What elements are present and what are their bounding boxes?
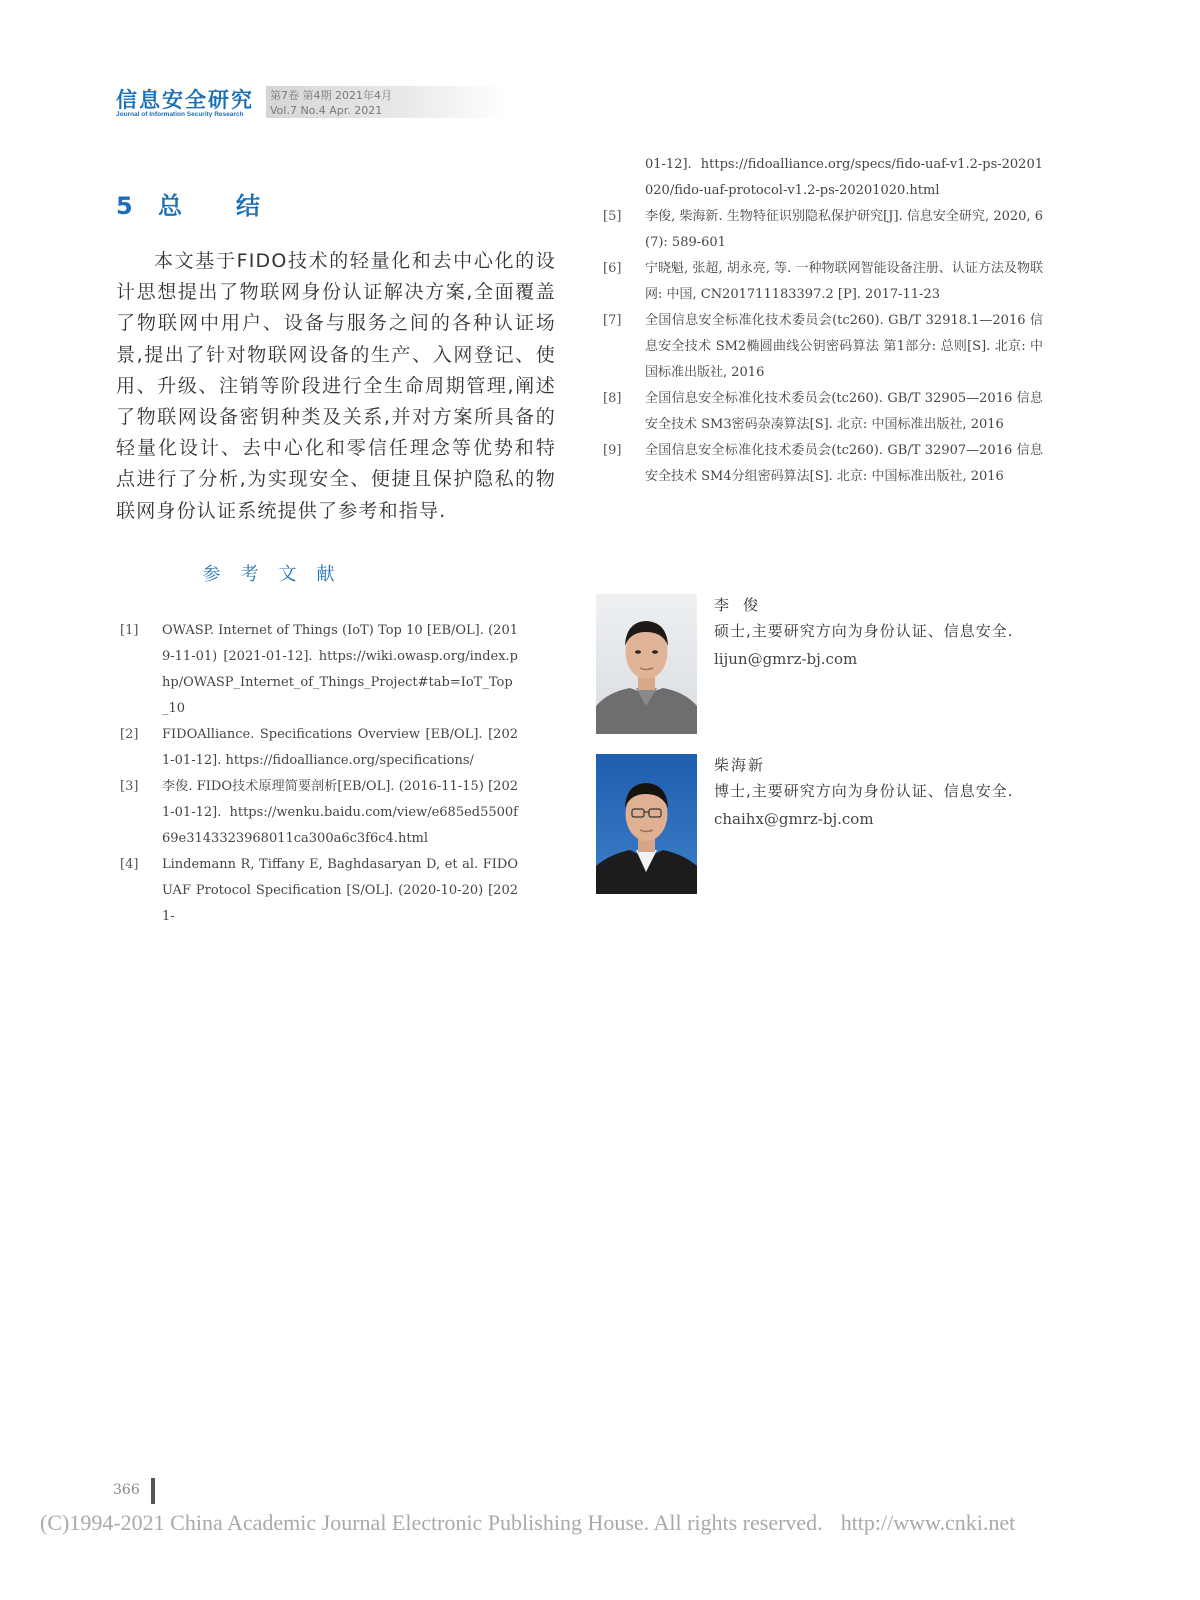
reference-text: 李俊, 柴海新. 生物特征识别隐私保护研究[J]. 信息安全研究, 2020, 6(7): 589-601 <box>645 209 1043 250</box>
reference-text: 全国信息安全标准化技术委员会(tc260). GB/T 32918.1—2016 信息安全技术 SM2椭圆曲线公钥密码算法 第1部分: 总则[S]. 北京: 中国标准出版社, 2016 <box>645 313 1043 380</box>
reference-item <box>603 256 1043 308</box>
reference-item-continued <box>603 152 1043 204</box>
author-photo <box>596 754 697 894</box>
reference-item <box>120 774 518 852</box>
reference-number: [9] <box>603 443 622 458</box>
reference-number: [3] <box>120 779 139 794</box>
author-email: chaihx@gmrz-bj.com <box>714 810 874 828</box>
reference-item <box>120 852 518 930</box>
issue-info-en: Vol.7 No.4 Apr. 2021 <box>270 104 383 117</box>
author-name: 李俊 <box>714 596 773 614</box>
reference-number: [1] <box>120 623 139 638</box>
issue-info <box>266 86 508 118</box>
reference-text: 宁晓魁, 张超, 胡永亮, 等. 一种物联网智能设备注册、认证方法及物联网: 中国, CN201711183397.2 [P]. 2017-11-23 <box>645 261 1043 302</box>
issue-info-cn: 第7卷 第4期 2021年4月 <box>270 89 392 102</box>
reference-item <box>120 722 518 774</box>
reference-item <box>603 308 1043 386</box>
journal-header <box>116 84 508 124</box>
reference-number: [8] <box>603 391 622 406</box>
author-name: 柴海新 <box>714 756 766 774</box>
reference-text: 01-12]. https://fidoalliance.org/specs/fido-uaf-v1.2-ps-20201020/fido-uaf-protocol-v1.2-ps-20201020.html <box>645 157 1043 198</box>
page-number-divider <box>151 1478 155 1504</box>
section-heading <box>116 186 314 221</box>
author-bio <box>596 754 1046 894</box>
journal-subtitle: Journal of Information Security Research <box>116 111 244 118</box>
reference-text: Lindemann R, Tiffany E, Baghdasaryan D, et al. FIDO UAF Protocol Specification [S/OL]. (2020-10-20) [2021- <box>162 857 518 924</box>
section-number: 5 <box>116 192 133 220</box>
copyright-text: (C)1994-2021 China Academic Journal Electronic Publishing House. All rights reserved. <box>40 1510 823 1535</box>
author-bio <box>596 594 1046 734</box>
author-description: 硕士,主要研究方向为身份认证、信息安全. <box>714 622 1014 640</box>
reference-number: [2] <box>120 727 139 742</box>
section-title: 总结 <box>158 192 314 220</box>
references-heading: 参考文献 <box>202 564 355 585</box>
reference-text: 全国信息安全标准化技术委员会(tc260). GB/T 32905—2016 信息安全技术 SM3密码杂凑算法[S]. 北京: 中国标准出版社, 2016 <box>645 391 1043 432</box>
reference-list-left <box>120 618 518 930</box>
reference-number: [6] <box>603 261 622 276</box>
reference-item <box>603 204 1043 256</box>
reference-number: [5] <box>603 209 622 224</box>
author-description: 博士,主要研究方向为身份认证、信息安全. <box>714 782 1014 800</box>
publisher-url[interactable]: http://www.cnki.net <box>840 1510 1016 1535</box>
conclusion-paragraph: 本文基于FIDO技术的轻量化和去中心化的设计思想提出了物联网身份认证解决方案,全面覆盖了物联网中用户、设备与服务之间的各种认证场景,提出了针对物联网设备的生产、入网登记、使用、升级、注销等阶段进行全生命周期管理,阐述了物联网设备密钥种类及关系,并对方案所具备的轻量化设计、去中心化和零信任理念等优势和特点进行了分析,为实现安全、便捷且保护隐私的物联网身份认证系统提供了参考和指导. <box>116 250 556 522</box>
author-email: lijun@gmrz-bj.com <box>714 650 858 668</box>
page-number: 366 <box>113 1482 140 1498</box>
reference-list-right <box>603 152 1043 490</box>
reference-text: FIDOAlliance. Specifications Overview [EB/OL]. [2021-01-12]. https://fidoalliance.org/specifications/ <box>162 727 518 768</box>
reference-text: 全国信息安全标准化技术委员会(tc260). GB/T 32907—2016 信息安全技术 SM4分组密码算法[S]. 北京: 中国标准出版社, 2016 <box>645 443 1043 484</box>
reference-number: [7] <box>603 313 622 328</box>
reference-item <box>603 438 1043 490</box>
copyright-notice <box>40 1510 1015 1536</box>
reference-text: 李俊. FIDO技术原理简要剖析[EB/OL]. (2016-11-15) [2021-01-12]. https://wenku.baidu.com/view/e685ed5500f69e3143323968011ca300a6c3f6c4.html <box>162 779 518 846</box>
reference-item <box>603 386 1043 438</box>
reference-number: [4] <box>120 857 139 872</box>
author-photo <box>596 594 697 734</box>
journal-title: 信息安全研究 <box>116 88 254 112</box>
reference-item <box>120 618 518 722</box>
reference-text: OWASP. Internet of Things (IoT) Top 10 [EB/OL]. (2019-11-01) [2021-01-12]. https://wiki.owasp.org/index.php/OWASP_Internet_of_Things_Project#tab=IoT_Top_10 <box>162 623 518 716</box>
